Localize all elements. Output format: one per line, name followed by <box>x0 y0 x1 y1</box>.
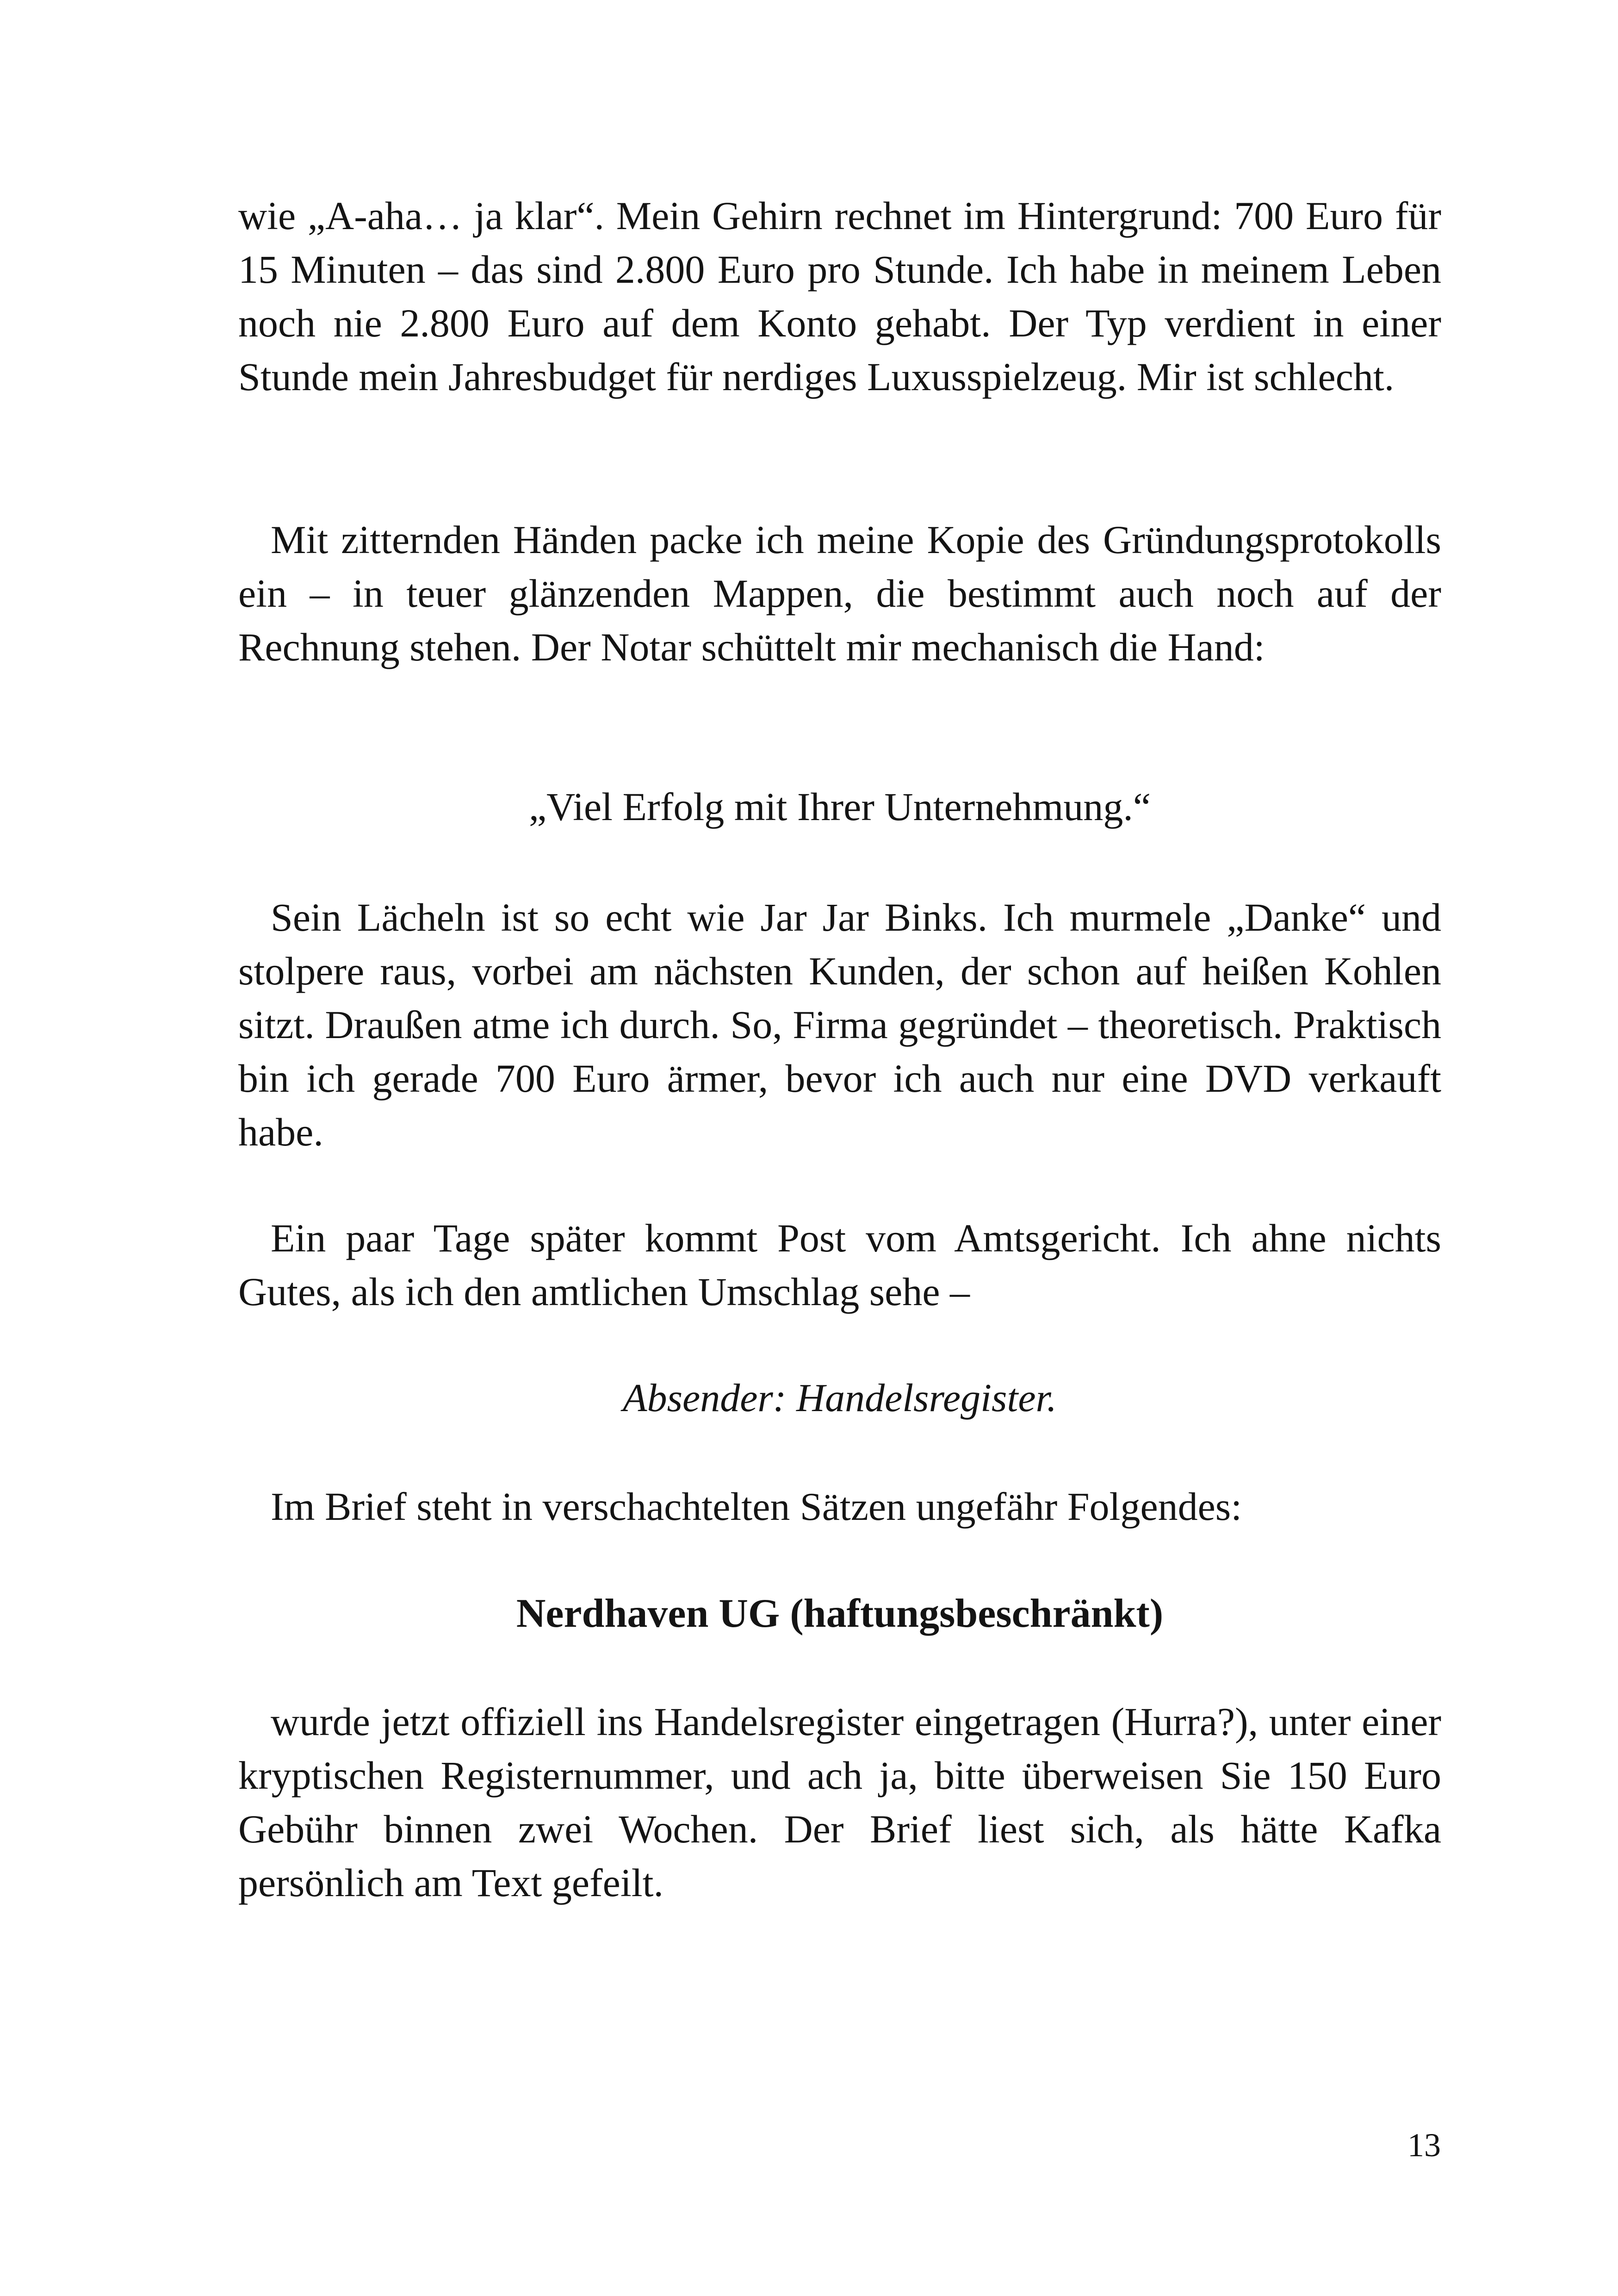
company-name-heading: Nerdhaven UG (haftungsbeschränkt) <box>516 1591 1164 1636</box>
paragraph-notary-fee: wie „A-aha… ja klar“. Mein Gehirn rechnet im Hintergrund: 700 Euro für 15 Minuten – das sind 2.800 Euro pro Stunde. Ich habe in meinem Leben noch nie 2.800 Euro auf dem Konto gehabt. Der Typ verdient in einer Stunde mein Jahresbudget für nerdiges Luxusspielzeug. Mir ist schlecht. <box>238 193 1441 399</box>
page-number: 13 <box>1407 2127 1441 2164</box>
paragraph-protocol-copy: Mit zitternden Händen packe ich meine Kopie des Gründungsprotokolls ein – in teuer glänzenden Mappen, die bestimmt auch noch auf der Rechnung stehen. Der Notar schüttelt mir mechanisch die Hand: <box>238 517 1441 669</box>
notary-quote: „Viel Erfolg mit Ihrer Unternehmung.“ <box>528 784 1151 829</box>
sender-line: Absender: Handelsregister. <box>623 1375 1057 1420</box>
paragraph-leaving-office: Sein Lächeln ist so echt wie Jar Jar Binks. Ich murmele „Danke“ und stolpere raus, vorbei am nächsten Kunden, der schon auf heißen Kohlen sitzt. Draußen atme ich durch. So, Firma gegründet – theoretisch. Praktisch bin ich gerade 700 Euro ärmer, bevor ich auch nur eine DVD verkauft habe. <box>238 895 1441 1154</box>
paragraph-letter-intro: Im Brief steht in verschachtelten Sätzen ungefähr Folgendes: <box>271 1484 1242 1529</box>
paragraph-court-mail: Ein paar Tage später kommt Post vom Amtsgericht. Ich ahne nichts Gutes, als ich den amtlichen Umschlag sehe – <box>238 1216 1441 1314</box>
paragraph-registration-fee: wurde jetzt offiziell ins Handelsregister eingetragen (Hurra?), unter einer kryptischen Registernummer, und ach ja, bitte überweisen Sie 150 Euro Gebühr binnen zwei Wochen. Der Brief liest sich, als hätte Kafka persönlich am Text gefeilt. <box>238 1699 1441 1905</box>
